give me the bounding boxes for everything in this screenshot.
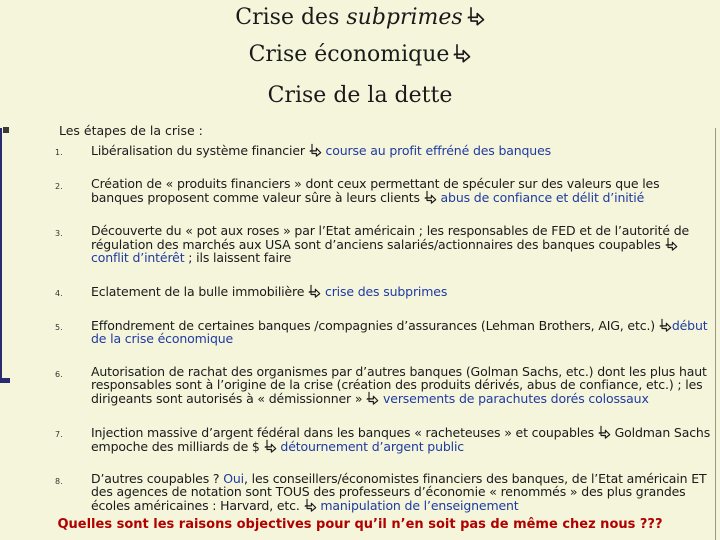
arrow-right-icon <box>453 43 471 63</box>
list-item: 2. Création de « produits financiers » dont ceux permettant de spéculer sur des valeurs que les banques proposent comme valeur sûre à leurs clients abus de confiance et délit d’initié <box>55 176 660 205</box>
arrow-right-icon <box>467 6 485 26</box>
bullet-square-icon <box>3 127 9 133</box>
title-line-3: Crise de la dette <box>267 83 453 108</box>
left-frame-rule <box>0 128 2 378</box>
list-item: 7. Injection massive d’argent fédéral dans les banques « racheteuses » et coupables Goldman Sachs empoche des milliards de $ détournement d’argent public <box>55 425 711 454</box>
arrow-right-icon <box>264 439 277 453</box>
title-line-1: Crise des subprimes <box>0 3 720 33</box>
closing-question: Quelles sont les raisons objectives pour qu’il n’en soit pas de même chez nous ??? <box>57 517 663 532</box>
right-frame-rule <box>715 128 716 540</box>
arrow-right-icon <box>598 425 611 439</box>
arrow-right-icon <box>308 284 321 298</box>
list-item: 8. D’autres coupables ? Oui, les conseillers/économistes financiers des banques, de l’Etat américain ET des agences de notation sont TOUS des professeurs d’économie « renommés » des plus grandes écoles américaines : Harvard, etc. manipulation de l’enseignement <box>55 471 707 513</box>
list-item: 5. Effondrement de certaines banques /compagnies d’assurances (Lehman Brothers, AIG, etc.) début de la crise économique <box>55 318 708 346</box>
arrow-right-icon <box>304 498 317 512</box>
list-item: 3. Découverte du « pot aux roses » par l’Etat américain ; les responsables de FED et de l’autorité de régulation des marchés aux USA sont d’anciens salariés/actionnaires des banques coupables conflit d’intérêt ; ils laissent faire <box>55 223 690 265</box>
arrow-right-icon <box>366 391 379 405</box>
list-item: 1. Libéralisation du système financier course au profit effréné des banques <box>55 143 551 158</box>
arrow-right-icon <box>665 237 678 251</box>
intro-heading: Les étapes de la crise : <box>59 123 203 138</box>
arrow-right-icon <box>424 190 437 204</box>
title-line-2: Crise économique <box>0 40 720 70</box>
list-item: 4. Eclatement de la bulle immobilière crise des subprimes <box>55 284 448 299</box>
arrow-right-icon <box>309 143 322 157</box>
arrow-right-icon <box>659 318 672 332</box>
list-item: 6. Autorisation de rachat des organismes par d’autres banques (Golman Sachs, etc.) dont les plus haut responsables sont à l’origine de la crise (création des produits dérivés, abus de confiance, etc.) ; les dirigeants sont autorisés à « démissionner » versements de parachutes dorés colossaux <box>55 364 707 406</box>
left-frame-stub <box>0 378 10 383</box>
